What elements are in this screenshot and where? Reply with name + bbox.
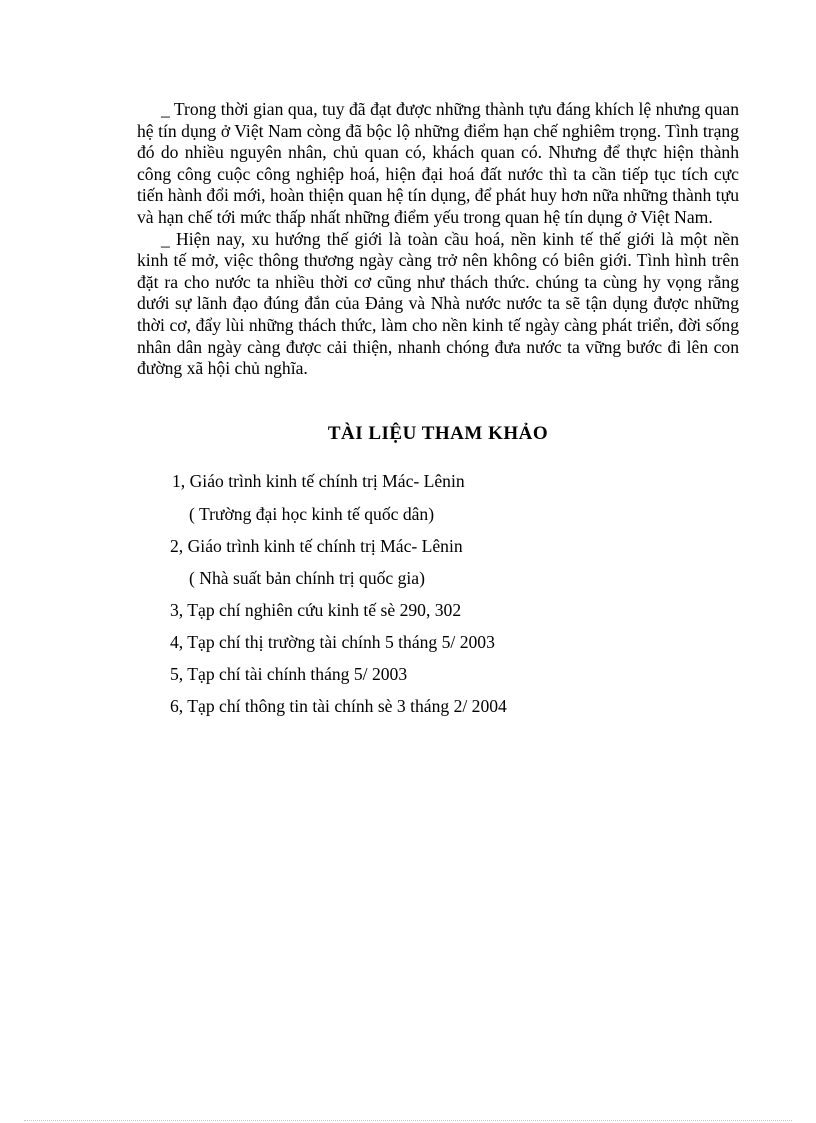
reference-item-2-publisher: ( Nhà suất bản chính trị quốc gia) bbox=[189, 568, 425, 588]
reference-item-3: 3, Tạp chí nghiên cứu kinh tế sè 290, 302 bbox=[170, 600, 462, 620]
reference-item-1-publisher: ( Trường đại học kinh tế quốc dân) bbox=[189, 504, 435, 524]
paragraph-2: _ Hiện nay, xu hướng thế giới là toàn cầu hoá, nền kinh tế thế giới là một nền kinh tế mở, việc thông thương ngày càng trở nên không có biên giới. Tình hình trên đặt ra cho nước ta nhiều thời cơ cũng như thách thức. chúng ta cùng hy vọng rằng dưới sự lãnh đạo đúng đắn của Đảng và Nhà nước nước ta sẽ tận dụng được những thời cơ, đẩy lùi những thách thức, làm cho nền kinh tế ngày càng phát triển, đời sống nhân dân ngày càng được cải thiện, nhanh chóng đưa nước ta vững bước đi lên con đường xã hội chủ nghĩa. bbox=[137, 228, 739, 379]
reference-item-1: 1, Giáo trình kinh tế chính trị Mác- Lênin bbox=[172, 471, 465, 491]
references-title: TÀI LIỆU THAM KHẢO bbox=[327, 423, 549, 444]
reference-item-6: 6, Tạp chí thông tin tài chính sè 3 tháng 2/ 2004 bbox=[170, 696, 507, 716]
paragraph-1: _ Trong thời gian qua, tuy đã đạt được những thành tựu đáng khích lệ nhưng quan hệ tín dụng ở Việt Nam còng đã bộc lộ những điểm hạn chế nghiêm trọng. Tình trạng đó do nhiều nguyên nhân, chủ quan có, khách quan có. Nhưng để thực hiện thành công công cuộc công nghiệp hoá, hiện đại hoá đất nước thì ta cần tiếp tục tích cực tiến hành đổi mới, hoàn thiện quan hệ tín dụng, để phát huy hơn nữa những thành tựu và hạn chế tới mức thấp nhất những điểm yếu trong quan hệ tín dụng ở Việt Nam. bbox=[137, 99, 739, 227]
reference-item-4: 4, Tạp chí thị trường tài chính 5 tháng 5/ 2003 bbox=[170, 632, 495, 652]
reference-item-2: 2, Giáo trình kinh tế chính trị Mác- Lênin bbox=[170, 536, 463, 556]
reference-item-5: 5, Tạp chí tài chính tháng 5/ 2003 bbox=[170, 664, 408, 684]
page-bottom-divider bbox=[24, 1120, 792, 1121]
